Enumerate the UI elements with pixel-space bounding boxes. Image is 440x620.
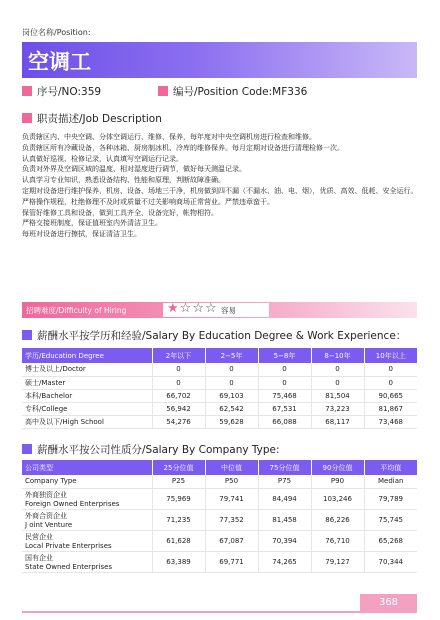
job-title: 空调工 <box>28 50 91 74</box>
table-cell: P50 <box>205 475 258 488</box>
table-cell: 90,665 <box>364 389 417 402</box>
row-label <box>22 475 152 488</box>
table-cell: 81,458 <box>258 509 311 530</box>
table-cell: 103,246 <box>311 488 364 509</box>
table-cell: P75 <box>258 475 311 488</box>
table-cell: 81,504 <box>311 389 364 402</box>
row-label: 硕士/Master <box>22 376 152 389</box>
table-cell: 75,468 <box>258 389 311 402</box>
description-line: 严格交接班制度，保证值班室内外清洁卫生。 <box>22 219 162 228</box>
star-empty-icon: ☆ <box>192 301 205 316</box>
table-cell: 0 <box>152 363 205 376</box>
row-label: 本科/Bachelor <box>22 389 152 402</box>
table-cell: 63,389 <box>152 551 205 572</box>
serial-number <box>22 84 101 99</box>
description-line: 保管好维修工具和设备，做到工具齐全、设备完好，帐物相符。 <box>22 208 218 217</box>
table-cell: 54,276 <box>152 415 205 428</box>
row-label-cn: 外商合资企业 <box>25 511 67 520</box>
column-header: 10年以上 <box>364 348 417 363</box>
table-cell: 75,745 <box>364 509 417 530</box>
page-number: 368 <box>360 594 417 611</box>
hiring-label: 招聘难度/Difficulty of Hiring <box>26 306 127 315</box>
table-cell: 79,789 <box>364 488 417 509</box>
description-line: 每班对设备进行擦拭，保证清洁卫生。 <box>22 230 141 239</box>
table-cell: 68,117 <box>311 415 364 428</box>
table-cell: P25 <box>152 475 205 488</box>
table-cell: 76,710 <box>311 530 364 551</box>
row-label-en: J oint Venture <box>25 520 73 529</box>
position-code-text: 编号/Position Code:MF336 <box>173 86 308 98</box>
description-line: 负责辖区内、中央空调、分体空调运行、维修、保养，每年度对中央空调机房进行检查和维修。 <box>22 133 316 141</box>
table-cell: 0 <box>311 376 364 389</box>
salary-company-heading <box>22 442 280 457</box>
position-code <box>158 84 307 99</box>
column-header: 中位值 <box>205 460 258 475</box>
column-header: 学历/Education Degree <box>22 348 152 363</box>
salary-education-heading <box>22 328 406 343</box>
star-filled-icon: ★ <box>167 301 180 316</box>
table-cell: 73,223 <box>311 402 364 415</box>
bullet-square-icon <box>22 444 32 454</box>
table-row <box>22 389 417 402</box>
table-cell: 61,628 <box>152 530 205 551</box>
table-row <box>22 363 417 376</box>
table-cell: 77,352 <box>205 509 258 530</box>
column-header: 25分位值 <box>152 460 205 475</box>
column-header: 平均值 <box>364 460 417 475</box>
description-heading-text: 职责描述/Job Description <box>37 113 162 125</box>
table-cell: 70,344 <box>364 551 417 572</box>
table-cell: 0 <box>205 363 258 376</box>
row-label-en: State Owned Enterprises <box>25 562 113 571</box>
table-cell: 0 <box>152 376 205 389</box>
row-label <box>22 488 152 509</box>
row-label-cn: 民营企业 <box>25 532 53 541</box>
serial-text: 序号/NO:359 <box>37 86 102 98</box>
row-label-en: Local Private Enterprises <box>25 541 112 550</box>
salary-company-heading-text: 薪酬水平按公司性质分/Salary By Company Type: <box>37 444 280 456</box>
table-cell: 67,087 <box>205 530 258 551</box>
hiring-level: 容易 <box>221 306 236 315</box>
star-empty-icon: ☆ <box>204 301 218 316</box>
title-banner <box>22 42 417 78</box>
job-description <box>22 132 418 240</box>
table-row <box>22 488 417 509</box>
table-row <box>22 475 417 488</box>
table-row <box>22 551 417 572</box>
salary-education-heading-text: 薪酬水平按学历和经验/Salary By Education Degree & Work Experience： <box>37 330 407 342</box>
table-cell: 59,628 <box>205 415 258 428</box>
hiring-rating-box <box>163 303 269 317</box>
table-cell: 79,127 <box>311 551 364 572</box>
table-cell: 74,265 <box>258 551 311 572</box>
table-cell: 70,394 <box>258 530 311 551</box>
row-label <box>22 551 152 572</box>
description-line: 认真学习专业知识，熟悉设备结构、性能和原理，判断故障准确。 <box>22 176 225 185</box>
table-cell: Median <box>364 475 417 488</box>
table-cell: 81,867 <box>364 402 417 415</box>
table-cell: 65,268 <box>364 530 417 551</box>
table-cell: 66,088 <box>258 415 311 428</box>
row-label-cn: 外商独资企业 <box>25 490 67 499</box>
row-label-cn: 国有企业 <box>25 553 53 562</box>
column-header: 8−10年 <box>311 348 364 363</box>
bullet-square-icon <box>22 330 32 340</box>
column-header: 5−8年 <box>258 348 311 363</box>
salary-education-table <box>22 348 417 429</box>
table-cell: 69,103 <box>205 389 258 402</box>
table-cell: 84,494 <box>258 488 311 509</box>
table-row <box>22 530 417 551</box>
table-cell: 0 <box>364 363 417 376</box>
table-cell: 79,741 <box>205 488 258 509</box>
column-header: 2年以下 <box>152 348 205 363</box>
row-label <box>22 509 152 530</box>
column-header: 90分位值 <box>311 460 364 475</box>
column-header: 2−5年 <box>205 348 258 363</box>
table-cell: 0 <box>205 376 258 389</box>
description-line: 负责对外界及空调区域的温度、相对湿度进行调节，做好每天测温记录。 <box>22 165 246 174</box>
star-empty-icon: ☆ <box>179 301 193 316</box>
table-cell: 67,531 <box>258 402 311 415</box>
description-line: 负责辖区所有冷藏设备，各种冰箱、厨房制冰机、冷库的维修保养。每月定期对设备进行清理检修一次。 <box>22 143 344 152</box>
description-line: 定期对设备进行维护保养，机房、设备、场地三干净，机房做到四不漏（不漏水、油、电、烟），优质、高效、低耗、安全运行。 <box>22 186 418 195</box>
description-line: 认真做好巡视、检修记录，认真填写空调运行记录。 <box>22 154 183 163</box>
bullet-square-icon <box>158 86 168 96</box>
table-cell: 0 <box>364 376 417 389</box>
table-cell: 75,969 <box>152 488 205 509</box>
column-header: 75分位值 <box>258 460 311 475</box>
table-row <box>22 402 417 415</box>
hiring-difficulty-bar <box>22 302 417 318</box>
salary-company-table <box>22 460 417 573</box>
description-line: 严格操作规程，杜绝修理不及时或质量不过关影响商场正常营业。严禁违章蛮干。 <box>22 197 274 206</box>
star-rating <box>167 301 218 316</box>
bullet-square-icon <box>22 113 32 123</box>
column-header: 公司类型 <box>22 460 152 475</box>
table-cell: 0 <box>258 363 311 376</box>
row-label <box>22 530 152 551</box>
table-cell: 0 <box>311 363 364 376</box>
table-cell: 69,771 <box>205 551 258 572</box>
row-label: 博士及以上/Doctor <box>22 363 152 376</box>
table-cell: 62,542 <box>205 402 258 415</box>
table-cell: 71,235 <box>152 509 205 530</box>
table-row <box>22 509 417 530</box>
row-label-en: Foreign Owned Enterprises <box>25 499 120 508</box>
row-label-cn: Company Type <box>25 477 77 486</box>
table-cell: 73,468 <box>364 415 417 428</box>
table-row <box>22 415 417 428</box>
footer-divider <box>22 611 417 613</box>
row-label: 专科/College <box>22 402 152 415</box>
description-heading <box>22 111 162 126</box>
row-label: 高中及以下/High School <box>22 415 152 428</box>
position-label: 岗位名称/Position: <box>22 28 91 37</box>
table-cell: P90 <box>311 475 364 488</box>
bullet-square-icon <box>22 86 32 96</box>
table-cell: 86,226 <box>311 509 364 530</box>
table-cell: 0 <box>258 376 311 389</box>
table-cell: 56,942 <box>152 402 205 415</box>
table-cell: 66,702 <box>152 389 205 402</box>
table-row <box>22 376 417 389</box>
